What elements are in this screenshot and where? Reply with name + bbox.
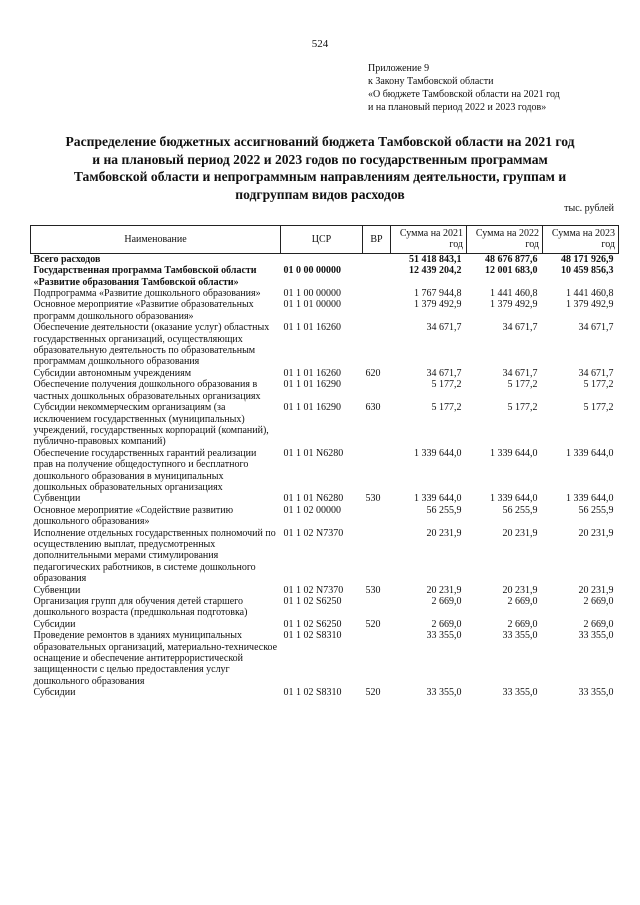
title-line: и на плановый период 2022 и 2023 годов по государственным программам (92, 151, 548, 167)
appendix-line: и на плановый период 2022 и 2023 годов» (368, 102, 547, 113)
cell-sum-2022: 20 231,9 (502, 527, 538, 539)
cell-sum-2022: 34 671,7 (502, 322, 538, 334)
cell-sum-2023: 33 355,0 (578, 687, 614, 699)
cell-vr (363, 322, 391, 368)
cell-name: Государственная программа Тамбовской области «Развитие образования Тамбовской области» (33, 265, 257, 288)
table-row (31, 402, 619, 448)
cell-sum-2023: 2 669,0 (583, 618, 614, 630)
cell-csr: 01 1 02 S6250 (283, 596, 342, 607)
table-header-row (31, 226, 619, 254)
cell-csr: 01 1 02 N7370 (283, 527, 344, 539)
cell-sum-2023: 5 177,2 (583, 402, 614, 414)
cell-vr: 520 (365, 618, 381, 630)
table-row (31, 596, 619, 619)
cell-sum-2022: 1 379 492,9 (490, 299, 538, 311)
cell-sum-2023: 34 671,7 (578, 367, 614, 379)
cell-sum-2022: 5 177,2 (507, 379, 538, 391)
table-body (31, 253, 619, 698)
cell-sum-2022: 56 255,9 (502, 504, 538, 516)
cell-sum-2021: 20 231,9 (426, 527, 462, 539)
appendix-line: к Закону Тамбовской области (368, 76, 494, 87)
header-sum-2023: Сумма на 2023 год (543, 226, 619, 254)
cell-sum-2023: 2 669,0 (583, 596, 614, 607)
table-row (31, 528, 619, 585)
cell-sum-2023: 1 441 460,8 (566, 288, 614, 300)
cell-csr: 01 1 02 00000 (283, 504, 341, 516)
cell-name: Субсидии (33, 687, 76, 699)
table-row (31, 448, 619, 494)
units-label: тыс. рублей (564, 203, 614, 214)
cell-name: Обеспечение деятельности (оказание услуг) областных государственных организаций, осуществляющих образовательную деятельность по образовательным программам дошкольного образования (33, 322, 270, 368)
appendix-note (368, 62, 628, 114)
cell-name: Субсидии (33, 618, 76, 630)
cell-sum-2021: 1 767 944,8 (414, 288, 462, 300)
cell-sum-2022: 1 339 644,0 (490, 493, 538, 505)
header-csr: ЦСР (281, 226, 363, 254)
cell-name: Организация групп для обучения детей старшего дошкольного возраста (предшкольная подготовка) (33, 596, 248, 619)
cell-sum-2023: 1 379 492,9 (566, 299, 614, 311)
cell-sum-2023: 34 671,7 (578, 322, 614, 334)
table-row (31, 493, 619, 504)
cell-sum-2023: 1 339 644,0 (566, 493, 614, 505)
cell-csr: 01 1 00 00000 (283, 288, 341, 300)
title-line: подгруппам видов расходов (235, 186, 405, 202)
cell-csr: 01 1 01 00000 (283, 299, 341, 311)
cell-csr: 01 1 01 16260 (283, 367, 341, 379)
cell-vr: 530 (365, 584, 381, 596)
header-sum-2021: Сумма на 2021 год (391, 226, 467, 254)
cell-vr (363, 379, 391, 402)
cell-vr (363, 299, 391, 322)
cell-sum-2021: 34 671,7 (426, 367, 462, 379)
cell-sum-2021: 1 339 644,0 (414, 493, 462, 505)
cell-sum-2023: 10 459 856,3 (561, 265, 614, 277)
cell-sum-2023: 1 339 644,0 (566, 447, 614, 459)
title-line: Тамбовской области и непрограммным направлениям деятельности, группам и (73, 169, 567, 184)
cell-sum-2022: 5 177,2 (507, 402, 538, 414)
cell-sum-2021: 5 177,2 (431, 379, 462, 391)
cell-vr: 530 (365, 493, 381, 505)
cell-name: Субсидии автономным учреждениям (33, 367, 192, 379)
cell-sum-2023: 48 171 926,9 (561, 253, 614, 265)
cell-vr (363, 528, 391, 585)
table-row (31, 687, 619, 698)
cell-sum-2022: 33 355,0 (502, 630, 538, 642)
cell-csr (281, 253, 363, 265)
cell-sum-2021: 33 355,0 (426, 687, 462, 699)
cell-sum-2022: 34 671,7 (502, 367, 538, 379)
cell-sum-2023: 33 355,0 (578, 630, 614, 642)
cell-sum-2022: 12 001 683,0 (485, 265, 538, 277)
cell-csr: 01 1 01 N6280 (283, 447, 344, 459)
cell-name: Подпрограмма «Развитие дошкольного образования» (33, 288, 261, 300)
cell-vr (363, 596, 391, 619)
cell-sum-2022: 1 339 644,0 (490, 447, 538, 459)
cell-sum-2021: 12 439 204,2 (409, 265, 462, 277)
cell-name: Всего расходов (33, 253, 101, 265)
table-row (31, 379, 619, 402)
cell-csr: 01 1 02 N7370 (283, 584, 344, 596)
table-row (31, 322, 619, 368)
header-name: Наименование (31, 226, 281, 254)
cell-name: Проведение ремонтов в зданиях муниципальных образовательных организаций, материально-техническое оснащение и обеспечение антитеррористической защищенности с целью предоставления услуг дошкольного образования (33, 630, 278, 687)
cell-vr (363, 288, 391, 299)
cell-sum-2022: 2 669,0 (507, 596, 538, 607)
cell-sum-2021: 34 671,7 (426, 322, 462, 334)
cell-name: Субвенции (33, 584, 81, 596)
document-title (28, 133, 612, 203)
cell-vr: 620 (365, 367, 381, 379)
cell-vr (363, 253, 391, 265)
cell-name: Основное мероприятие «Содействие развитию дошкольного образования» (33, 504, 234, 528)
cell-csr: 01 1 02 S8310 (283, 630, 342, 642)
cell-sum-2021: 2 669,0 (431, 596, 462, 607)
appendix-line: «О бюджете Тамбовской области на 2021 год (368, 89, 560, 100)
cell-vr (363, 505, 391, 528)
table-row (31, 288, 619, 299)
cell-csr: 01 1 01 16260 (283, 322, 341, 334)
cell-name: Субвенции (33, 493, 81, 505)
cell-sum-2021: 33 355,0 (426, 630, 462, 642)
cell-sum-2023: 5 177,2 (583, 379, 614, 391)
cell-sum-2023: 20 231,9 (578, 527, 614, 539)
cell-name: Основное мероприятие «Развитие образовательных программ дошкольного образования» (33, 299, 254, 322)
cell-csr: 01 0 00 00000 (283, 265, 341, 277)
cell-sum-2021: 51 418 843,1 (409, 253, 462, 265)
cell-sum-2022: 2 669,0 (507, 618, 538, 630)
header-sum-2022: Сумма на 2022 год (467, 226, 543, 254)
cell-vr (363, 630, 391, 687)
cell-sum-2022: 33 355,0 (502, 687, 538, 699)
table-row (31, 585, 619, 596)
cell-csr: 01 1 01 16290 (283, 402, 341, 414)
cell-vr: 630 (365, 402, 381, 414)
cell-sum-2021: 5 177,2 (431, 402, 462, 414)
cell-sum-2021: 20 231,9 (426, 584, 462, 596)
table-row (31, 505, 619, 528)
appendix-line: Приложение 9 (368, 63, 430, 74)
cell-csr: 01 1 02 S6250 (283, 618, 342, 630)
cell-sum-2021: 56 255,9 (426, 504, 462, 516)
cell-sum-2022: 48 676 877,6 (485, 253, 538, 265)
header-vr: ВР (363, 226, 391, 254)
cell-sum-2021: 1 339 644,0 (414, 447, 462, 459)
table-row (31, 368, 619, 379)
table-row (31, 630, 619, 687)
table-row (31, 253, 619, 265)
cell-sum-2022: 1 441 460,8 (490, 288, 538, 300)
table-row (31, 265, 619, 288)
cell-name: Субсидии некоммерческим организациям (за исключением государственных (муниципальных) учреждений, государственных корпораций (компаний), публично-правовых компаний) (33, 402, 269, 448)
cell-sum-2022: 20 231,9 (502, 584, 538, 596)
budget-table (30, 225, 619, 699)
cell-sum-2021: 1 379 492,9 (414, 299, 462, 311)
table-row (31, 299, 619, 322)
title-line: Распределение бюджетных ассигнований бюджета Тамбовской области на 2021 год (65, 134, 575, 149)
cell-vr (363, 265, 391, 288)
table-row (31, 619, 619, 630)
cell-vr: 520 (365, 687, 381, 699)
page-number: 524 (311, 38, 329, 50)
cell-csr: 01 1 01 16290 (283, 379, 341, 391)
cell-name: Обеспечение получения дошкольного образования в частных дошкольных образовательных организациях (33, 379, 261, 402)
cell-csr: 01 1 02 S8310 (283, 687, 342, 699)
cell-csr: 01 1 01 N6280 (283, 493, 344, 505)
cell-name: Исполнение отдельных государственных полномочий по осуществлению выплат, предусмотренных дополнительными мерами стимулирования педагогических работников, в системе дошкольного образования (33, 527, 276, 585)
cell-sum-2021: 2 669,0 (431, 618, 462, 630)
cell-sum-2023: 56 255,9 (578, 504, 614, 516)
cell-sum-2023: 20 231,9 (578, 584, 614, 596)
cell-vr (363, 448, 391, 494)
cell-name: Обеспечение государственных гарантий реализации прав на получение общедоступного и бесплатного дошкольного образования в муниципальных дошкольных образовательных организациях (33, 447, 257, 493)
